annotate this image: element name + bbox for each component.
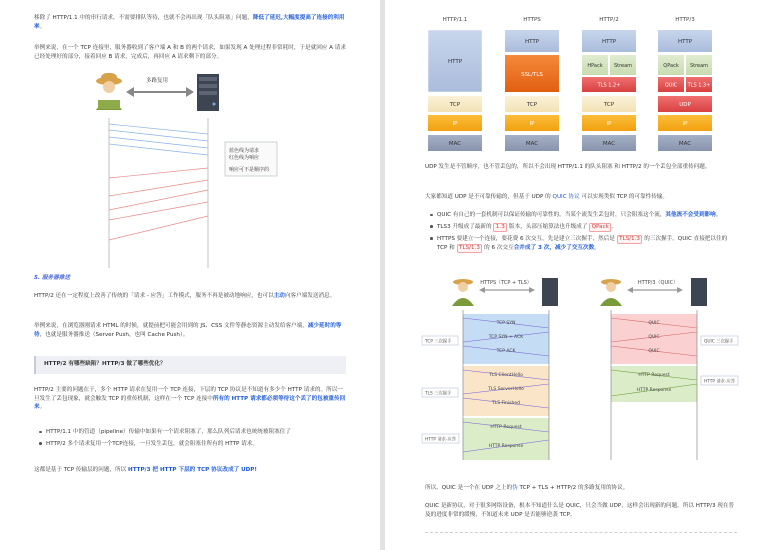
label-tcp-handshake: TCP 三次握手 xyxy=(425,339,452,345)
layer-http: HTTP xyxy=(447,59,463,65)
layer-qpack: QPack xyxy=(663,63,679,69)
layer-http: HTTP xyxy=(524,39,540,45)
layer-tcp: TCP xyxy=(449,102,461,108)
paragraph-http2-problem: HTTP/2 主要的问题在于，多个 HTTP 请求在复用一个 TCP 连接，下层的 TCP 协议是不知道有多少个 HTTP 请求的。所以一旦发生了丢包现象，就会触发 TCP 的重传机制，这样在一个 TCP 连接中所有的 HTTP 请求都必须等待这个丢了的包被重传回来。 xyxy=(34,387,346,411)
problem-item: HTTP/2 多个请求复用一个TCP连接，一旦发生丢包，就会阻塞住所有的 HTTP 请求。 xyxy=(38,440,344,449)
multiplex-diagram xyxy=(84,70,284,270)
layer-tls12: TLS 1.2+ xyxy=(597,82,621,89)
https-title: HTTPS（TCP + TLS） xyxy=(480,280,532,286)
msg-h3-response: HTTP Response xyxy=(636,388,672,393)
column-http11: HTTP/1.1 xyxy=(442,17,468,23)
response-lines xyxy=(109,168,208,240)
label-quic-handshake: QUIC 三次握手 xyxy=(704,339,734,345)
http3-title: HTTP/3（QUIC） xyxy=(637,280,679,286)
client-person-icon xyxy=(96,73,122,110)
note-order: 响应可不是顺序的 xyxy=(229,167,270,173)
label-h3-request: HTTP 请求-应答 xyxy=(704,379,736,385)
paragraph-udp: UDP 发生是不管顺序，也不管丢包的，所以不会出现 HTTP/1.1 的队头阻塞 和 HTTP/2 的一个丢包全部重传问题。 xyxy=(425,164,711,170)
paragraph-quic-adoption: QUIC 是新协议，对于很多网络设备，根本不知道什么是 QUIC，只会当做 UDP，这样会出现新的问题。所以 HTTP/3 现在普及的进度非常的缓慢，不知道未来 UDP 是否能够逆袭 TCP。 xyxy=(425,503,735,518)
msg-tcp-ack: TCP ACK xyxy=(496,349,516,354)
client-person-icon xyxy=(600,279,622,306)
quic-feature-item: QUIC 有自己的一套机制可以保证传输的可靠性的。当某个流发生丢包时，只会阻塞这个流，其他流不会受到影响。 xyxy=(429,211,739,220)
paragraph-quic-reliable: 大家都知道 UDP 是不可靠传输的，但基于 UDP 的 QUIC 协议 可以实现类似 TCP 的可靠性传输。 xyxy=(425,194,668,200)
layer-stream: Stream xyxy=(689,63,709,69)
server-icon xyxy=(691,278,707,306)
double-arrow-icon xyxy=(126,87,194,97)
page-divider xyxy=(425,532,737,533)
paragraph-push-example: 举例来说，在浏览器刚请求 HTML 的时候，就提前把可能会用到的 JS、CSS 文件等静态资源主动发给客户端，减少延时的等待，也就是服务器推送（Server Push，也叫 Cache Push）。 xyxy=(34,323,342,338)
layer-tcp: TCP xyxy=(603,102,615,108)
quic-feature-item: TLS3 升级成了最新的 1.3 版本，头部压缩算法也升级成了 QPack 。 xyxy=(429,223,739,232)
msg-tls-server-hello: TLS ServerHello xyxy=(488,387,524,392)
layer-mac: MAC xyxy=(678,141,692,147)
server-icon xyxy=(542,278,558,306)
quic-feature-item: HTTPS 要建立一个连接，要花费 6 次交互，先是建立三次握手，然后是 TLS/1.3 的三次握手。QUIC 直接把以往的 TCP 和 TLS/1.3 的 6 次交互合并成了 3 次，减少了交互次数。 xyxy=(429,235,739,254)
layer-udp: UDP xyxy=(679,102,691,108)
layer-http: HTTP xyxy=(601,39,617,45)
layer-stream: Stream xyxy=(613,63,633,69)
layer-ssl: SSL/TLS xyxy=(521,72,543,78)
layer-quic: QUIC xyxy=(664,82,678,89)
msg-quic: QUIC xyxy=(648,335,660,340)
arrow-label: 多路复用 xyxy=(146,78,169,84)
section-title: 5. 服务器推送 xyxy=(34,275,70,281)
note-request: 蓝色线为请求 xyxy=(229,148,260,154)
problem-item: HTTP/1.1 中的管道（pipeline）传输中如果有一个请求阻塞了，那么队列后请求也统统被阻塞住了 xyxy=(38,428,344,437)
quic-feature-list xyxy=(429,211,739,256)
msg-quic: QUIC xyxy=(648,321,660,326)
msg-tcp-syn: TCP SYN xyxy=(496,321,516,326)
layer-ip: IP xyxy=(682,121,688,127)
server-icon xyxy=(197,74,219,111)
layer-tls13: TLS 1.3+ xyxy=(687,82,711,89)
paragraph-push: HTTP/2 还在一定程度上改善了传统的「请求 - 应答」工作模式，服务不再是被动地响应，也可以主动向客户端发送消息。 xyxy=(34,293,336,299)
msg-tcp-synack: TCP SYN + ACK xyxy=(488,335,524,340)
column-https: HTTPS xyxy=(523,17,541,23)
msg-tls-client-hello: TLS ClientHello xyxy=(489,373,523,378)
layer-tcp: TCP xyxy=(526,102,538,108)
layer-mac: MAC xyxy=(525,141,539,147)
problem-list xyxy=(38,428,344,451)
layer-mac: MAC xyxy=(602,141,616,147)
paragraph-quic-summary: 所以，QUIC 是一个在 UDP 之上的伪 TCP + TLS + HTTP/2 的多路复用的协议。 xyxy=(425,485,629,491)
left-page xyxy=(0,0,380,550)
column-http2: HTTP/2 xyxy=(599,17,619,23)
layer-http: HTTP xyxy=(677,39,693,45)
msg-tls-finished: TLS Finished xyxy=(492,401,520,406)
protocol-stack-diagram xyxy=(425,14,725,156)
label-tls-handshake: TLS 三次握手 xyxy=(425,391,452,397)
layer-ip: IP xyxy=(606,121,612,127)
right-page xyxy=(385,0,769,550)
client-person-icon xyxy=(452,279,474,306)
msg-quic: QUIC xyxy=(648,349,660,354)
msg-http-response: HTTP Response xyxy=(488,444,524,449)
request-lines xyxy=(109,124,208,155)
layer-ip: IP xyxy=(529,121,535,127)
layer-ip: IP xyxy=(452,121,458,127)
handshake-diagram xyxy=(421,276,739,462)
paragraph-example: 举例来说，在一个 TCP 连接里，服务器收到了客户端 A 和 B 的两个请求，如果发现 A 处理过程非常耗时，于是就回应 A 请求已经处理好的部分，接着回应 B 请求，完成后，再回应 A 请求剩下的部分。 xyxy=(34,45,346,60)
msg-h3-request: HTTP Request xyxy=(638,373,670,378)
question-text: HTTP/2 有哪些缺陷？HTTP/3 做了哪些优化？ xyxy=(44,361,166,367)
paragraph-conclusion: 这都是基于 TCP 传输层的问题，所以 HTTP/3 把 HTTP 下层的 TCP 协议改成了 UDP! xyxy=(34,467,257,473)
label-http-request: HTTP 请求-应答 xyxy=(425,437,457,443)
paragraph-multiplex: 移除了 HTTP/1.1 中的串行请求，不需要排队等待，也就不会再出现「队头阻塞」问题，降低了延迟,大幅度提高了连接的利用率。 xyxy=(34,15,345,30)
layer-mac: MAC xyxy=(448,141,462,147)
note-response: 红色线为响应 xyxy=(229,155,260,161)
layer-hpack: HPack xyxy=(587,63,603,69)
msg-http-request: HTTP Request xyxy=(490,425,522,430)
column-http3: HTTP/3 xyxy=(675,17,695,23)
question-box xyxy=(34,356,346,374)
